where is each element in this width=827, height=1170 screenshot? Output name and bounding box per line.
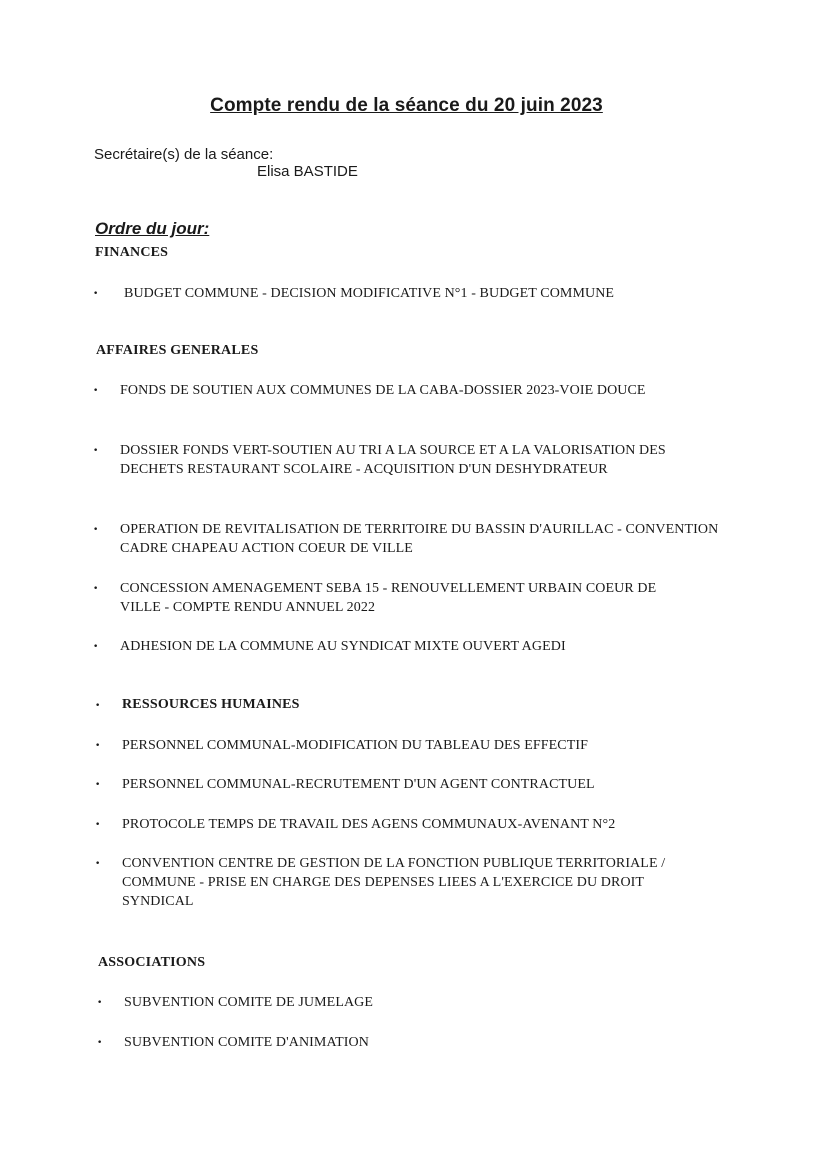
secretary-name: Elisa BASTIDE xyxy=(257,163,358,180)
bullet-icon: • xyxy=(95,701,101,711)
agenda-item-ressources-humaines-2: PERSONNEL COMMUNAL-RECRUTEMENT D'UN AGENT CONTRACTUEL xyxy=(122,777,595,792)
bullet-icon: • xyxy=(93,446,99,456)
secretary-label: Secrétaire(s) de la séance: xyxy=(94,146,274,163)
bullet-icon: • xyxy=(93,525,99,535)
bullet-icon: • xyxy=(95,780,101,790)
agenda-heading: Ordre du jour: xyxy=(95,219,210,238)
agenda-item-ressources-humaines-4: CONVENTION CENTRE DE GESTION DE LA FONCTION PUBLIQUE TERRITORIALE / COMMUNE - PRISE EN CHARGE DES DEPENSES LIEES A L'EXERCICE DU DROIT SYNDICAL xyxy=(122,856,666,909)
agenda-item-ressources-humaines-3: PROTOCOLE TEMPS DE TRAVAIL DES AGENS COMMUNAUX-AVENANT N°2 xyxy=(122,817,616,832)
page-title: Compte rendu de la séance du 20 juin 2023 xyxy=(210,95,603,116)
agenda-item-affaires-generales-1: FONDS DE SOUTIEN AUX COMMUNES DE LA CABA-DOSSIER 2023-VOIE DOUCE xyxy=(120,383,646,398)
agenda-item-associations-2: SUBVENTION COMITE D'ANIMATION xyxy=(124,1035,369,1050)
section-title-affaires-generales: AFFAIRES GENERALES xyxy=(96,343,259,358)
section-title-ressources-humaines: RESSOURCES HUMAINES xyxy=(122,697,300,712)
bullet-icon: • xyxy=(95,741,101,751)
agenda-item-affaires-generales-5: ADHESION DE LA COMMUNE AU SYNDICAT MIXTE OUVERT AGEDI xyxy=(120,639,566,654)
bullet-icon: • xyxy=(97,998,103,1008)
agenda-item-affaires-generales-3: OPERATION DE REVITALISATION DE TERRITOIRE DU BASSIN D'AURILLAC - CONVENTION CADRE CHAPEAU ACTION COEUR DE VILLE xyxy=(120,522,719,556)
section-title-finances: FINANCES xyxy=(95,245,169,260)
bullet-icon: • xyxy=(93,289,99,299)
agenda-item-affaires-generales-4: CONCESSION AMENAGEMENT SEBA 15 - RENOUVELLEMENT URBAIN COEUR DE VILLE - COMPTE RENDU ANNUEL 2022 xyxy=(120,581,657,615)
agenda-item-ressources-humaines-1: PERSONNEL COMMUNAL-MODIFICATION DU TABLEAU DES EFFECTIF xyxy=(122,738,589,753)
bullet-icon: • xyxy=(93,386,99,396)
agenda-item-affaires-generales-2: DOSSIER FONDS VERT-SOUTIEN AU TRI A LA SOURCE ET A LA VALORISATION DES DECHETS RESTAURANT SCOLAIRE - ACQUISITION D'UN DESHYDRATEUR xyxy=(120,443,666,477)
bullet-icon: • xyxy=(97,1038,103,1048)
bullet-icon: • xyxy=(93,584,99,594)
agenda-item-finances-1: BUDGET COMMUNE - DECISION MODIFICATIVE N°1 - BUDGET COMMUNE xyxy=(124,286,615,301)
section-title-associations: ASSOCIATIONS xyxy=(98,955,206,970)
bullet-icon: • xyxy=(95,820,101,830)
agenda-item-associations-1: SUBVENTION COMITE DE JUMELAGE xyxy=(124,995,374,1010)
bullet-icon: • xyxy=(93,642,99,652)
bullet-icon: • xyxy=(95,859,101,869)
